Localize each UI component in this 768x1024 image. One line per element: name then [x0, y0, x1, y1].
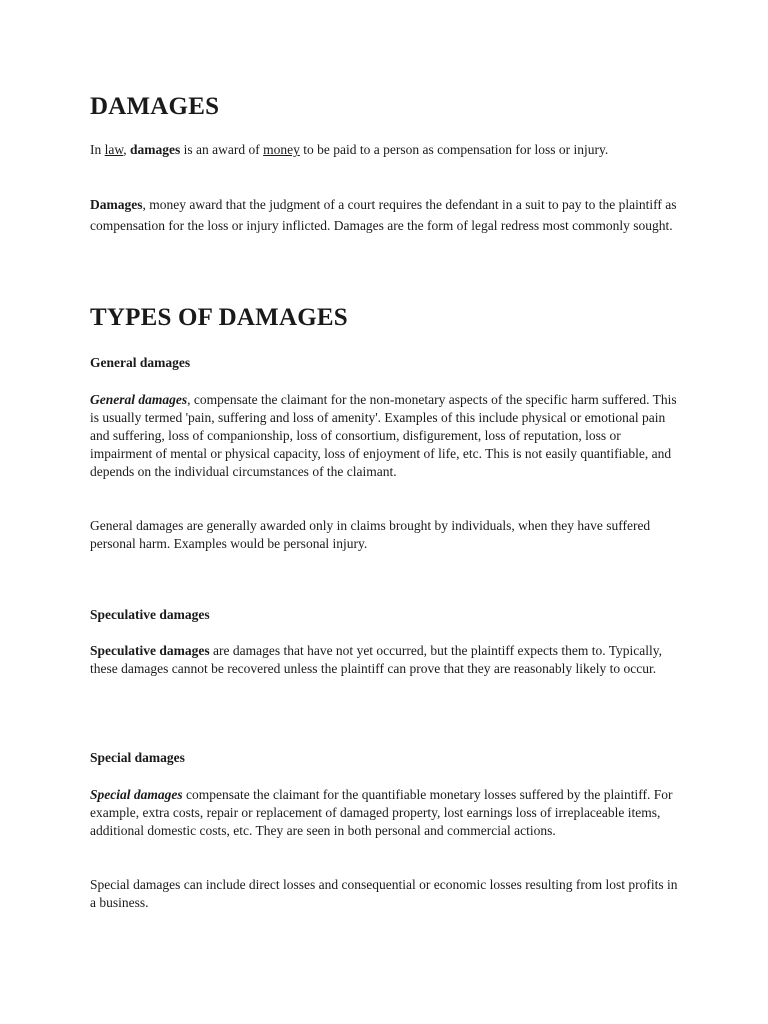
intro-rest: to be paid to a person as compensation for loss or injury. [299, 142, 609, 157]
speculative-damages-paragraph [90, 642, 680, 678]
general-damages-term: General damages [90, 392, 188, 407]
definition-term: Damages [90, 197, 143, 212]
speculative-damages-heading: Speculative damages [90, 607, 210, 622]
intro-mid: is an award of [180, 142, 264, 157]
page-title: DAMAGES [90, 93, 220, 120]
intro-prefix: In [90, 142, 105, 157]
intro-comma: , [123, 142, 130, 157]
general-damages-paragraph [90, 391, 680, 481]
special-damages-term: Special damages [90, 787, 183, 802]
law-link[interactable]: law [104, 142, 124, 157]
general-damages-heading: General damages [90, 355, 191, 370]
general-damages-text: , compensate the claimant for the non-monetary aspects of the specific harm suffered. This is usually termed 'pain, suffering and loss of amenity'. Examples of this include physical or emotional pain and suffering, loss of companionship, loss of consortium, disfigurement, loss of reputation, loss or impairment of mental or physical capacity, loss of enjoyment of life, etc. This is not easily quantifiable, and depends on the individual circumstances of the claimant. [90, 392, 677, 479]
speculative-damages-text: are damages that have not yet occurred, but the plaintiff expects them to. Typically, these damages cannot be recovered unless the plaintiff can prove that they are reasonably likely to occur. [90, 643, 663, 676]
definition-paragraph [90, 194, 690, 236]
definition-text: , money award that the judgment of a court requires the defendant in a suit to pay to the plaintiff as compensation for the loss or injury inflicted. Damages are the form of legal redress most commonly sought. [90, 197, 677, 233]
special-damages-paragraph [90, 786, 680, 840]
general-damages-paragraph-2: General damages are generally awarded only in claims brought by individuals, when they have suffered personal harm. Examples would be personal injury. [90, 518, 651, 551]
special-damages-heading: Special damages [90, 750, 185, 765]
speculative-damages-term: Speculative damages [90, 643, 210, 658]
money-link[interactable]: money [263, 142, 300, 157]
intro-paragraph [90, 141, 650, 159]
special-damages-paragraph-2: Special damages can include direct losses and consequential or economic losses resulting from lost profits in a business. [90, 877, 678, 910]
types-heading: TYPES OF DAMAGES [90, 304, 348, 331]
special-damages-text: compensate the claimant for the quantifiable monetary losses suffered by the plaintiff. For example, extra costs, repair or replacement of damaged property, lost earnings loss of irreplaceable items, additional domestic costs, etc. They are seen in both personal and commercial actions. [90, 787, 673, 838]
intro-term: damages [130, 142, 181, 157]
